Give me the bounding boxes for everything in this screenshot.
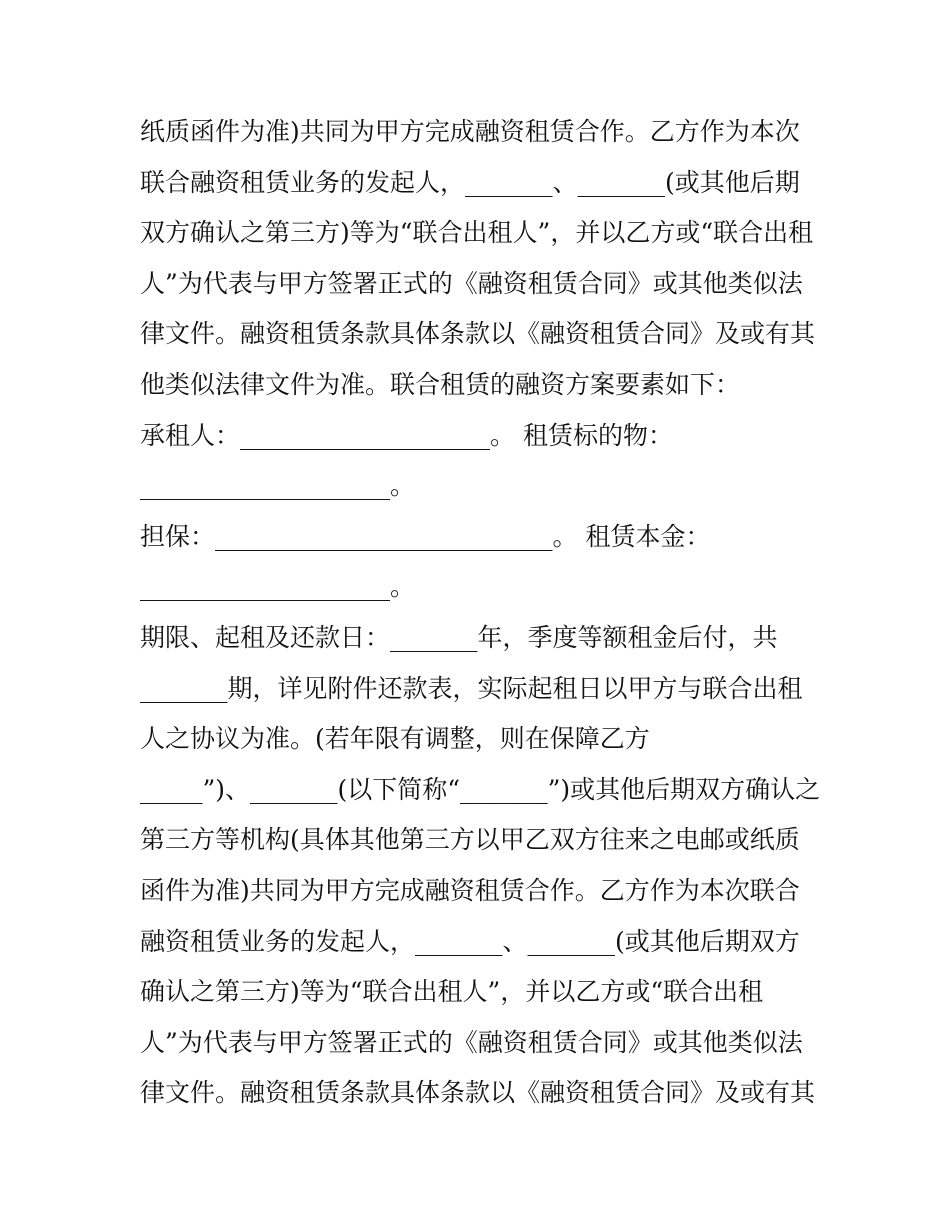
text-line: 确认之第三方)等为“联合出租人”，并以乙方或“联合出租 [140, 977, 764, 1007]
text-line: 期限、起租及还款日：_______年，季度等额租金后付，共 [140, 622, 778, 652]
text-line: 人之协议为准。(若年限有调整，则在保障乙方 [140, 724, 650, 754]
text-line: 融资租赁业务的发起人，_______、_______(或其他后期双方 [140, 926, 800, 956]
text-line: _____”)、_______(以下简称“_______”)或其他后期双方确认之 [140, 774, 821, 804]
text-line: 第三方等机构(具体其他第三方以甲乙双方往来之电邮或纸质 [140, 825, 800, 855]
text-line: 人”为代表与甲方签署正式的《融资租赁合同》或其他类似法 [140, 1027, 803, 1057]
text-line: 纸质函件为准)共同为甲方完成融资租赁合作。乙方作为本次 [140, 117, 800, 146]
text-line: ____________________。 [140, 572, 416, 602]
text-line: 承租人：____________________。 租赁标的物： [140, 420, 673, 450]
text-line: 担保：___________________________。 租赁本金： [140, 521, 711, 551]
text-line: 他类似法律文件为准。联合租赁的融资方案要素如下： [140, 369, 741, 399]
text-line: 函件为准)共同为甲方完成融资租赁合作。乙方作为本次联合 [140, 875, 800, 905]
text-line: 双方确认之第三方)等为“联合出租人”，并以乙方或“联合出租 [140, 218, 814, 248]
text-line: 人”为代表与甲方签署正式的《融资租赁合同》或其他类似法 [140, 268, 803, 298]
document-body [140, 107, 830, 1119]
text-line: 律文件。融资租赁条款具体条款以《融资租赁合同》及或有其 [140, 319, 816, 349]
text-line: 律文件。融资租赁条款具体条款以《融资租赁合同》及或有其 [140, 1078, 816, 1108]
text-line: 联合融资租赁业务的发起人，_______、_______(或其他后期 [140, 167, 800, 197]
text-line: _______期，详见附件还款表，实际起租日以甲方与联合出租 [140, 673, 803, 703]
text-line: ____________________。 [140, 471, 416, 501]
